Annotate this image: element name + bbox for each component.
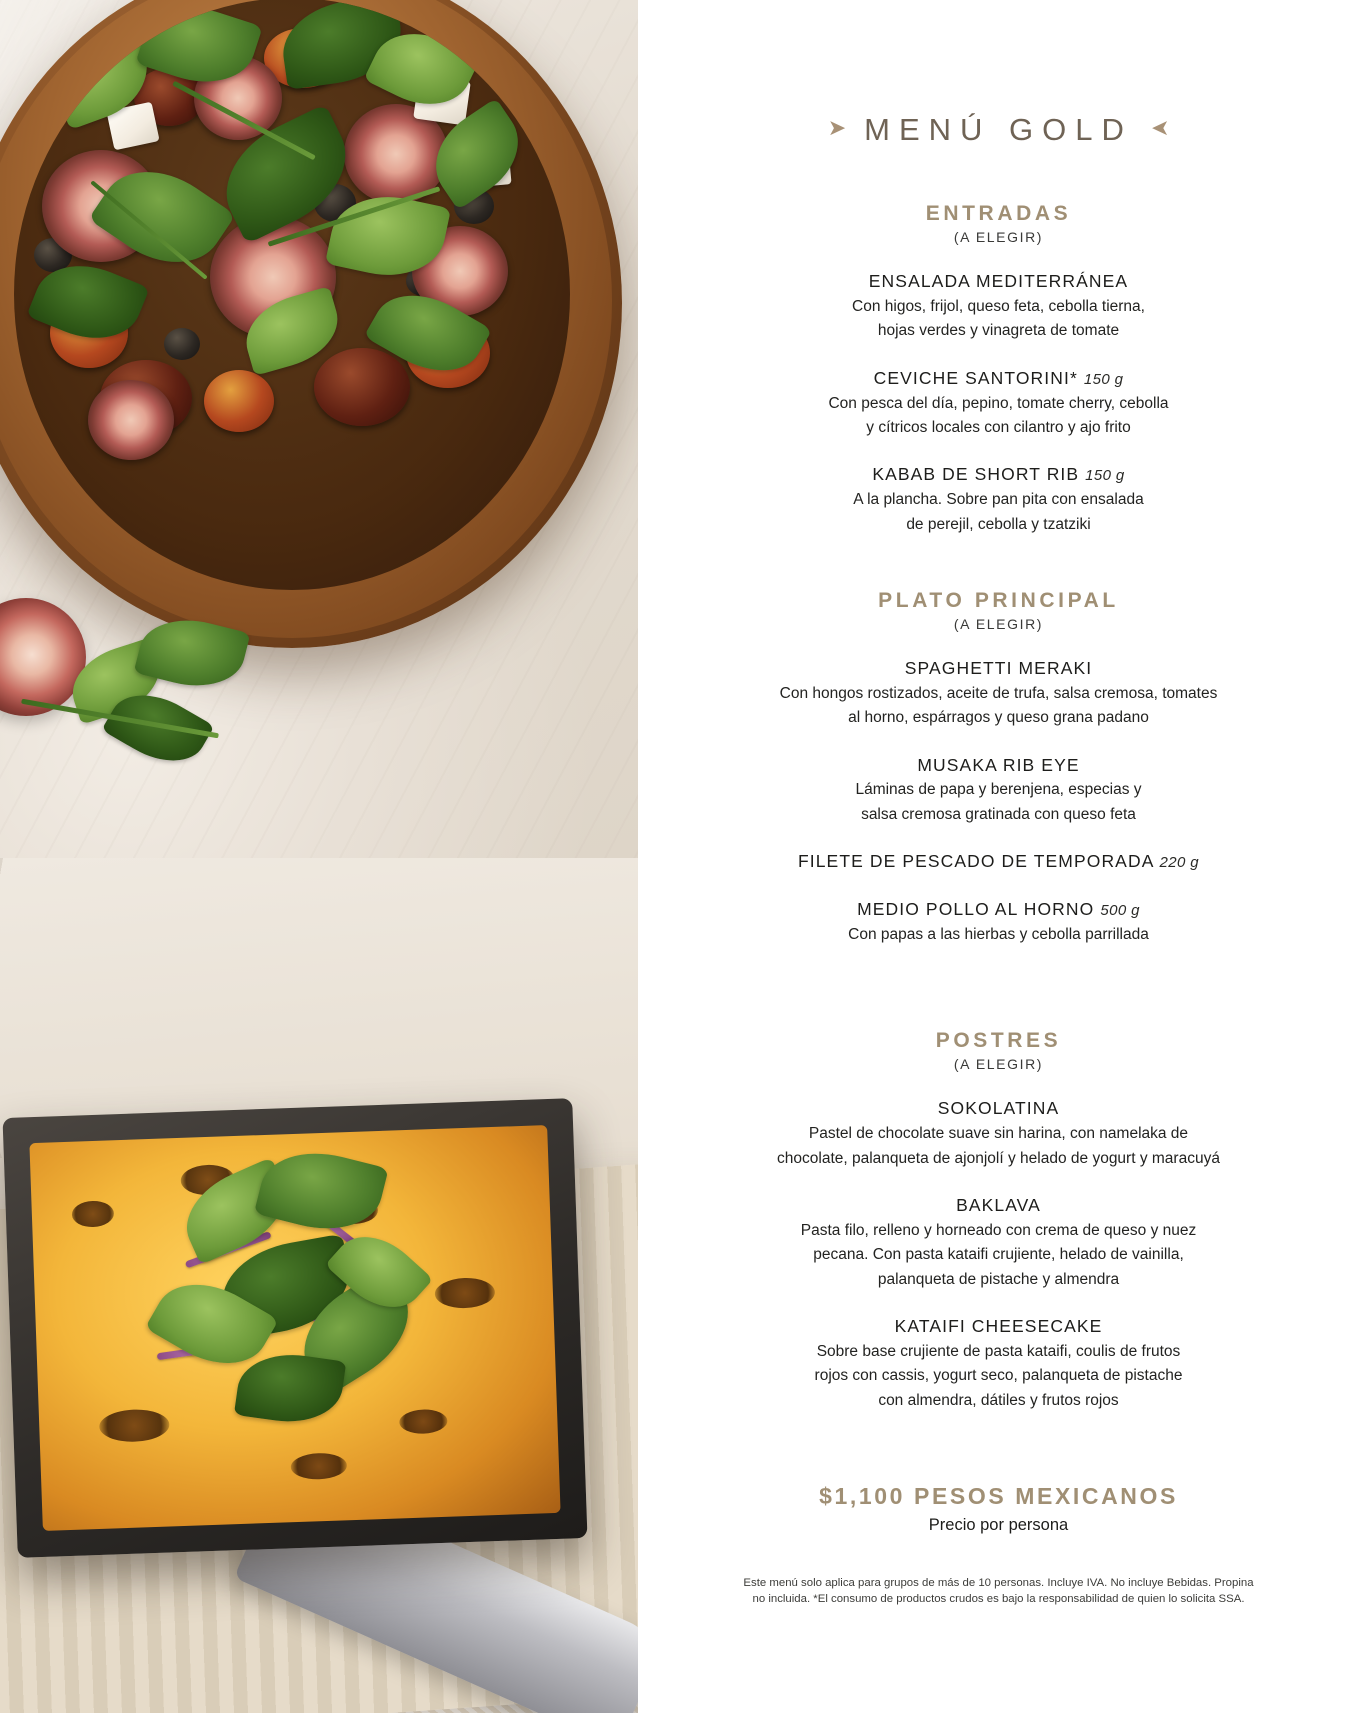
cast-iron-tray [2,1098,587,1558]
dish-name [704,368,1293,390]
photo-mediterranean-salad [0,0,638,858]
dish-description-line: Con pesca del día, pepino, tomate cherry, cebolla [828,394,1169,412]
dish-item [704,658,1293,729]
dish-name-text: KATAIFI CHEESECAKE [894,1315,1103,1336]
dish-name-text: SPAGHETTI MERAKI [904,657,1093,678]
parsley-sprig [60,620,280,790]
section-entradas [704,202,1293,535]
dish-description-line: de perejil, cebolla y tzatziki [906,515,1091,533]
baked-musaka-surface [29,1125,560,1531]
char-spot [71,1200,114,1227]
arrow-ornament-right: ➤ [1150,115,1170,140]
dish-name-text: MUSAKA RIB EYE [917,754,1080,775]
section-subheading: (A ELEGIR) [953,615,1044,632]
char-spot [290,1452,347,1480]
dish-description-line: Con papas a las hierbas y cebolla parrillada [848,925,1149,943]
section-heading: PLATO PRINCIPAL [878,588,1119,612]
dish-item [704,1316,1293,1411]
dish-description-line: y cítricos locales con cilantro y ajo frito [866,418,1131,436]
char-spot [99,1408,170,1442]
char-spot [434,1277,495,1309]
dish-description-line: palanqueta de pistache y almendra [877,1270,1120,1288]
tomato-slice [314,348,410,426]
dish-item [704,899,1293,945]
dish-item [704,851,1293,873]
dish-weight: 150 g [1083,370,1124,388]
dish-item [704,271,1293,342]
bowl-interior [14,0,570,590]
page-title [704,112,1293,148]
dish-description-line: Pastel de chocolate suave sin harina, con namelaka de [808,1125,1189,1143]
price-note: Precio por persona [928,1515,1069,1534]
olive [164,328,200,360]
dish-name-text: MEDIO POLLO AL HORNO [857,899,1095,919]
dish-description-line: chocolate, palanqueta de ajonjolí y helado de yogurt y maracuyá [777,1149,1220,1167]
section-heading: POSTRES [935,1029,1062,1053]
dish-description-line: Láminas de papa y berenjena, especias y [855,781,1142,799]
dish-description-line: A la plancha. Sobre pan pita con ensalada [853,491,1144,509]
dish-description-line: salsa cremosa gratinada con queso feta [861,805,1136,823]
dish-name [704,1195,1293,1217]
dish-name [704,271,1293,293]
dish-name [704,658,1293,680]
char-spot [399,1409,448,1435]
dish-description-line: Sobre base crujiente de pasta kataifi, coulis de frutos [816,1342,1181,1360]
dish-description-line: hojas verdes y vinagreta de tomate [877,322,1120,340]
price-amount: $1,100 PESOS MEXICANOS [819,1482,1178,1509]
section-subheading: (A ELEGIR) [953,229,1044,245]
dish-weight: 150 g [1085,467,1125,485]
fig-slice [88,380,174,460]
dish-name [704,1098,1293,1120]
dish-name-text: CEVICHE SANTORINI* [873,367,1078,388]
dish-item [704,755,1293,826]
menu-content [638,0,1359,1713]
dish-name-text: SOKOLATINA [937,1098,1060,1119]
section-plato-principal [704,589,1293,945]
dish-item [704,1195,1293,1290]
dish-name [704,1316,1293,1338]
section-postres [704,1029,1293,1411]
section-heading: ENTRADAS [925,202,1072,225]
dish-description-line: Con higos, frijol, queso feta, cebolla tierna, [852,297,1145,315]
section-subheading: (A ELEGIR) [953,1056,1044,1073]
dish-name-text: FILETE DE PESCADO DE TEMPORADA [797,851,1154,872]
dish-description-line: al horno, espárragos y queso grana padano [848,709,1149,727]
dish-item [704,368,1293,439]
parsley-leaf [254,1140,389,1243]
parsley-leaf [234,1347,346,1429]
dish-name-text: BAKLAVA [956,1194,1041,1215]
dish-weight: 220 g [1159,854,1200,872]
dish-name [704,464,1293,486]
section-spacer [704,945,1293,975]
dish-name [704,899,1293,921]
photo-column [0,0,638,1713]
dish-description-line: pecana. Con pasta kataifi crujiente, helado de vainilla, [813,1246,1184,1264]
photo-musaka [0,858,638,1713]
dish-description-line: rojos con cassis, yogurt seco, palanqueta de pistache [814,1367,1183,1385]
legal-line: no incluida. *El consumo de productos crudos es bajo la responsabilidad de quien lo solicita SSA. [752,1593,1245,1606]
dish-weight: 500 g [1100,902,1140,919]
dish-description-line: con almendra, dátiles y frutos rojos [878,1391,1119,1409]
dish-description-line: Con hongos rostizados, aceite de trufa, salsa cremosa, tomates [779,684,1218,702]
dish-item [704,1098,1293,1169]
legal-line: Este menú solo aplica para grupos de más de 10 personas. Incluye IVA. No incluye Bebidas. Propina [743,1576,1254,1589]
arrow-ornament-left: ➤ [827,115,847,140]
dish-name [704,851,1293,873]
dish-name [704,755,1293,777]
legal-disclaimer [704,1575,1293,1608]
dish-name-text: KABAB DE SHORT RIB [872,464,1080,485]
dish-name-text: ENSALADA MEDITERRÁNEA [868,271,1129,291]
tomato-slice [204,370,274,432]
dish-description-line: Pasta filo, relleno y horneado con crema de queso y nuez [800,1221,1197,1239]
menu-title-text: MENÚ GOLD [864,112,1133,147]
dish-item [704,464,1293,535]
